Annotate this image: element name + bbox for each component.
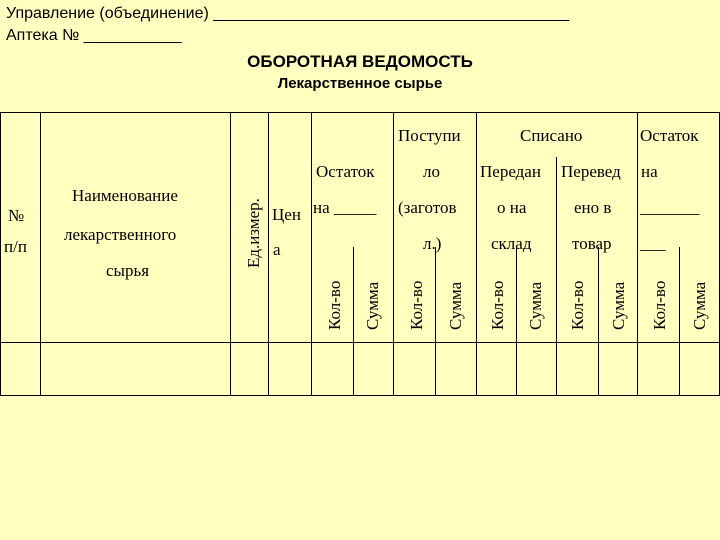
group-stock-header: Передан	[480, 162, 541, 181]
table-bottom-border	[0, 395, 720, 396]
closing-qty-header: Кол-во	[650, 280, 669, 330]
table-top-border	[0, 112, 720, 113]
page-title: ОБОРОТНАЯ ВЕДОМОСТЬ	[247, 52, 473, 71]
col-name-header: лекарственного	[64, 225, 177, 244]
group-closing-header: Остаток	[640, 126, 699, 145]
group-closing-header: на	[641, 162, 658, 181]
opening-qty-header: Кол-во	[325, 280, 344, 330]
page-subtitle: Лекарственное сырье	[277, 75, 443, 92]
management-line: Управление (объединение) ________________________________________	[6, 5, 570, 22]
group-closing-header: _______	[640, 198, 700, 217]
group-received-header: Поступи	[398, 126, 461, 145]
group-goods-header: Перевед	[561, 162, 621, 181]
group-written-off-header: Списано	[520, 126, 583, 145]
col-no-header: №	[8, 206, 25, 225]
col-no-header: п/п	[4, 237, 27, 256]
group-stock-header: склад	[491, 234, 532, 253]
col-divider-closing-qty	[679, 247, 680, 396]
col-divider-name	[230, 112, 231, 396]
table-header-bottom-border	[0, 342, 720, 343]
group-closing-header: ___	[640, 234, 666, 253]
closing-sum-header: Сумма	[690, 281, 709, 330]
group-opening-header: Остаток	[316, 162, 375, 181]
group-stock-header: о на	[497, 198, 527, 217]
col-divider-goods	[637, 112, 638, 396]
pharmacy-line: Аптека № ___________	[6, 27, 182, 44]
stock-sum-header: Сумма	[526, 281, 545, 330]
opening-sum-header: Сумма	[363, 281, 382, 330]
col-divider-price	[311, 112, 312, 396]
col-divider-goods-qty	[598, 247, 599, 396]
goods-qty-header: Кол-во	[568, 280, 587, 330]
col-price-header: а	[273, 240, 281, 259]
col-divider-opening	[393, 112, 394, 396]
col-price-header: Цен	[272, 205, 301, 224]
col-divider-stock	[556, 157, 557, 396]
stock-qty-header: Кол-во	[488, 280, 507, 330]
col-name-header: Наименование	[72, 186, 178, 205]
group-received-header: ло	[423, 162, 440, 181]
group-received-header: л.)	[423, 234, 442, 253]
col-divider-received	[476, 112, 477, 396]
received-sum-header: Сумма	[446, 281, 465, 330]
table-left-border	[0, 112, 1, 396]
col-unit-header: Ед.измер.	[244, 198, 263, 268]
col-name-header: сырья	[106, 261, 150, 280]
goods-sum-header: Сумма	[609, 281, 628, 330]
group-opening-header: на _____	[313, 198, 377, 217]
group-received-header: (заготов	[398, 198, 457, 217]
received-qty-header: Кол-во	[407, 280, 426, 330]
col-divider-opening-qty	[353, 247, 354, 396]
col-divider-stock-qty	[516, 247, 517, 396]
group-goods-header: ено в	[574, 198, 612, 217]
col-divider-no	[40, 112, 41, 396]
col-divider-unit	[268, 112, 269, 396]
col-divider-received-qty	[435, 247, 436, 396]
group-goods-header: товар	[572, 234, 612, 253]
